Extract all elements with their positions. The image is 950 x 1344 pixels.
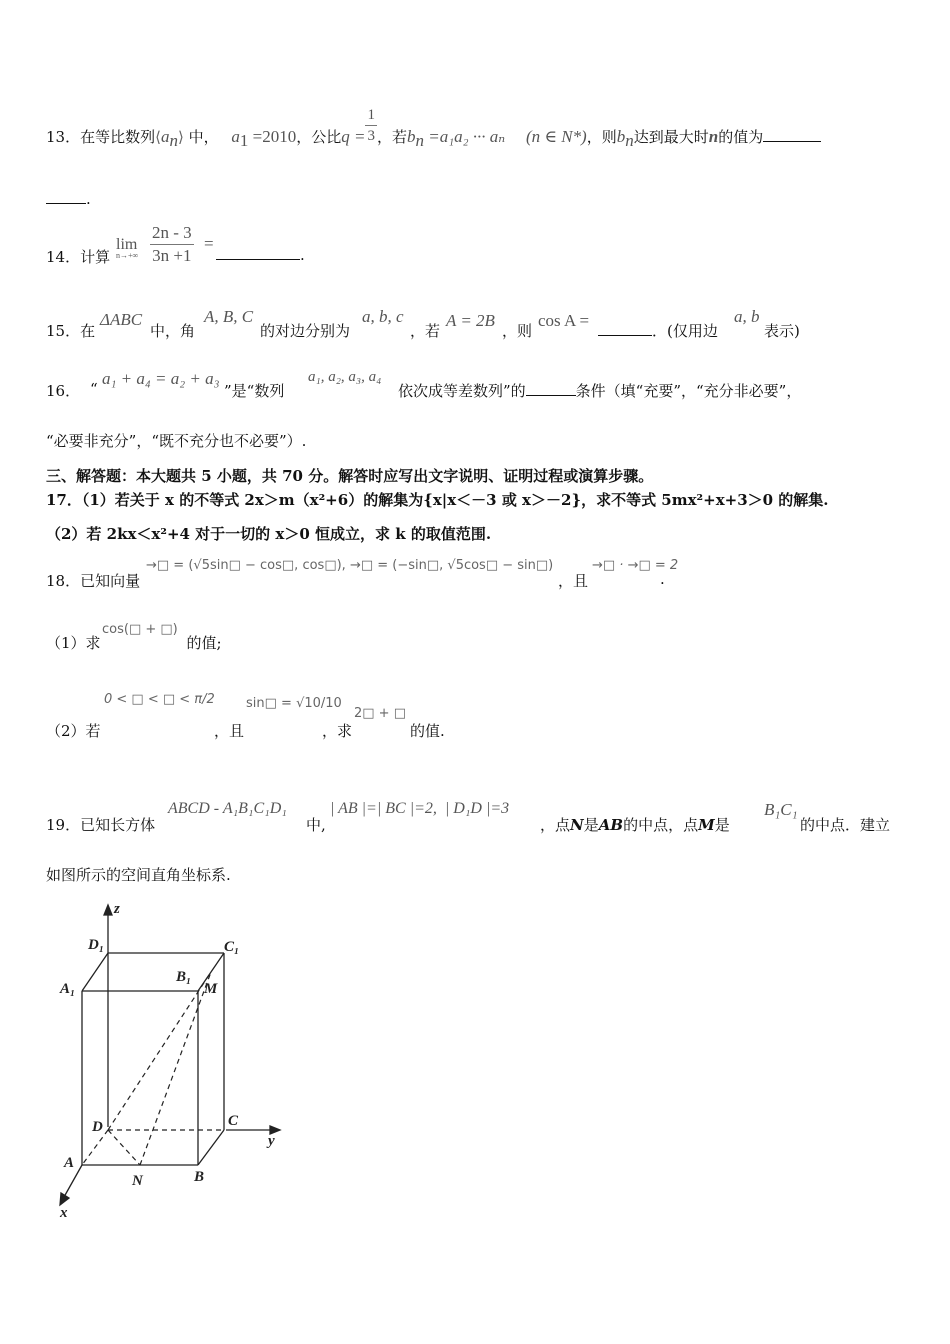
q16-answer-blank: 依次成等差数列”的 条件（填“充要”，“充分非必要”， [398, 382, 802, 400]
question-16: 16． [46, 382, 81, 400]
question-19: 19．已知长方体 [46, 816, 156, 834]
segment-DM [108, 972, 211, 1130]
x-axis-arrow [60, 1193, 69, 1205]
q13-answer-blank [763, 141, 821, 142]
question-15: 15．在 [46, 322, 96, 340]
q14-answer-blank: . [216, 246, 305, 264]
edge-BC [198, 1130, 224, 1165]
question-18: 18．已知向量 [46, 572, 141, 590]
label-y: y [268, 1133, 275, 1149]
question-17-part1: 17．（1）若关于 x 的不等式 2x＞m（x²+6）的解集为{x|x＜－3 或 x＞－2}，求不等式 5mx²+x+3＞0 的解集. [46, 491, 829, 509]
segment-NM [140, 972, 211, 1165]
q13-ratio-fraction: $\frac{1}{3}$ [367, 106, 375, 144]
label-B: B [194, 1169, 205, 1185]
question-18-part1: （1）求 的值; [46, 634, 222, 652]
segment-DN [108, 1130, 140, 1165]
edge-DA-hidden [82, 1130, 108, 1165]
question-13: 13．在等比数列$⟨a_n⟩$ 中， $a_1 =2010$，公比q = $\frac{1}{3}$ ，若$b_n =a_1a_2$ ··· aₙ (n ∈ N*)，则$b_n$达到最大时n的值为 [46, 126, 821, 151]
label-N: N [132, 1173, 143, 1189]
section-3-heading: 三、解答题：本大题共 5 小题，共 70 分。解答时应写出文字说明、证明过程或演算步骤。 [46, 467, 654, 485]
label-C1: C₁ [224, 939, 240, 955]
cuboid-figure [40, 895, 300, 1225]
label-D1: D₁ [88, 937, 105, 953]
label-D: D [92, 1119, 103, 1135]
label-B1: B₁ [176, 969, 192, 985]
q18-vectors: →□ = (√5sin□ − cos□, cos□), →□ = (−sin□, √5cos□ − sin□) [146, 558, 554, 573]
q13-number: 13． [46, 128, 81, 146]
label-M: M [204, 981, 218, 997]
label-C: C [228, 1113, 239, 1129]
z-axis-arrow [104, 905, 112, 915]
label-A1: A₁ [60, 981, 76, 997]
edge-A1D1 [82, 953, 108, 991]
q14-fraction: 2n - 3 3n +1 [152, 223, 192, 265]
label-x: x [60, 1205, 68, 1221]
q13-blank-continued: . [46, 190, 91, 208]
q15-answer-blank: ．(仅用边 [598, 320, 718, 341]
question-18-part2: （2）若 [46, 722, 101, 740]
question-14: 14．计算 [46, 248, 111, 266]
label-A: A [64, 1155, 75, 1171]
question-17-part2: （2）若 2kx＜x²+4 对于一切的 x＞0 恒成立，求 k 的取值范围. [46, 525, 492, 543]
q14-limit: lim n→+∞ [116, 236, 139, 260]
label-z: z [114, 901, 120, 917]
